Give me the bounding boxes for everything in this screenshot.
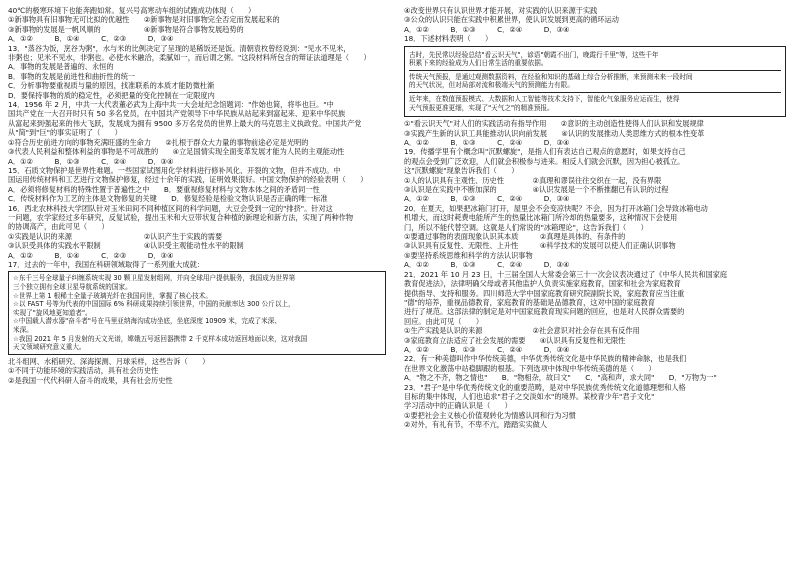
question-18-stem: 18．下述材料表明（ ） <box>404 34 493 44</box>
text-line: 天文领域研究意义重大。 <box>13 343 86 352</box>
text-line: 米深。 <box>13 325 33 334</box>
text-line: A．①② B．①③ C．②④ D．③④ <box>404 138 570 147</box>
left-column <box>8 6 386 385</box>
text-line: A．①② B．①④ C．②③ D．③④ <box>8 250 174 260</box>
question-14 <box>8 100 386 166</box>
text-line: ☆中国载人潜水器"奋斗者"号在马里亚纳海沟成功坐底，坐底深度 10909 米，完成了米深、 <box>13 317 281 326</box>
text-line: 20．在夏天，如果把冰箱门打开，屋里会不会变凉快呢？不会，因为打开冰箱门会导致冰箱电动 <box>404 203 708 213</box>
question-13 <box>8 44 386 100</box>
text-line: A．①② B．①③ C．②④ D．③④ <box>404 260 570 270</box>
text-line: ③认识受具体的实践水平限制 ④认识受主观能动性水平的限制 <box>8 241 244 251</box>
text-line: 16．西北农林科技大学团队针对玉米田间不同种植区间的科学问题，大豆会受到一定的"排挤"。针对这 <box>8 203 333 213</box>
text-line: 天气预报更准更细，实现了"天气之"的精准预报。 <box>409 103 554 112</box>
material-row <box>409 71 781 93</box>
text-line: 实现了"旋风地更知道者"。 <box>13 308 92 317</box>
text-line: ①要把社会主义核心价值观转化为情感认同和行为习惯 <box>404 410 576 420</box>
text-line: 国运用传统材料和工艺进行文物保护修复，经过十余年的实践，证明效果很好。中国文物保护的经验表明（ ） <box>8 175 368 185</box>
question-17-options <box>8 357 386 385</box>
text-line: A．事物的发展是普遍的、永恒的 <box>8 62 114 72</box>
text-line: B．事物的发展是前进性和曲折性的统一 <box>8 71 136 81</box>
text-line: ③认识具有反复性、无限性、上升性 ④科学技术的发展可以使人们正确认识事物 <box>404 241 676 251</box>
question-18-options <box>404 119 782 147</box>
text-line: A．①② B．①③ C．②④ D．③④ <box>404 344 570 354</box>
text-line: "德"的培养，重视品德教育，家庭教育的基础是品德教育，这对中国的家庭教育 <box>404 297 655 307</box>
text-line: 从富起来到强起来的伟大飞跃，发展成为拥有 9500 多万名党员的世界上最大的马克思主义执政党。中国共产党 <box>8 118 362 128</box>
text-line: A．"物之不齐，物之情也" B．"物相杂，故曰文" C．"高和声，求大同" D．"万物为一" <box>404 373 717 383</box>
material-row <box>409 49 781 71</box>
text-line: ②是我国一代代科研人奋斗的成果，具有社会历史性 <box>8 375 173 385</box>
text-line: 这"沉默螺旋"现象告诉我们（ ） <box>404 166 519 176</box>
text-line: ①"看云识天气"对人们的实践活动有指导作用 ②意识的主动创造性使得人们认识和发展规律 <box>404 119 704 129</box>
text-line: 22．有一种美德叫作中华传统美德，中华优秀传统文化是中华民族的精神命脉，也是我们 <box>404 354 687 364</box>
text-line: A．①② B．①④ C．②③ D．③④ <box>8 34 174 44</box>
text-line: ③公众的认识只能在实践中积累世界，使认识发展到更高的循环运动 <box>404 15 619 25</box>
text-line: 门，所以不能代替空调。这就是人们常说的"冰箱理论"，这告诉我们（ ） <box>404 222 648 232</box>
text-line: D．要保持事物的质的稳定性，必须把量的变化控制在一定限度内 <box>8 90 215 100</box>
text-line: ①实践是认识的来源 ②认识产生于实践的需要 <box>8 231 223 241</box>
text-line: 23．"君子"是中华优秀传统文化的重要范畴，是对中华民族优秀传统文化道德理想和人格 <box>404 382 686 392</box>
text-line: 从"简"到"巨"的事实证明了（ ） <box>8 128 122 138</box>
text-line: ①生产实践是认识的来源 ②社会意识对社会存在具有反作用 <box>404 326 640 336</box>
text-line: C．分析事物要重视质与量的原因，找准联系的本质才能防微杜渐 <box>8 81 215 91</box>
text-line: ④改变世界只有认识世界才能开展，对实践的认识来源于实践 <box>404 6 598 15</box>
question-15 <box>8 166 386 204</box>
text-line: 非粥也；见米不见水，非粥也。必使水米融洽，柔腻如一，而后谓之粥。"这段材料所包含的辩证法道理是（ ） <box>8 53 371 63</box>
text-line: 在世界文化激荡中站稳脚跟的根基。下列选项中体现中华传统美德的是（ ） <box>404 363 656 373</box>
question-21 <box>404 270 782 355</box>
text-line: ③代表人民利益和整体利益的事物是不可战胜的 ④立足国情实现全面变革发展才能为人民的主观能动性 <box>8 147 345 157</box>
question-20 <box>404 204 782 270</box>
text-line: ☆东千三号全球量子纠缠系统实现 30 颗卫星发射组网，并向全球用户提供服务，我国成为世界第 <box>13 274 296 283</box>
question-18-material-table <box>404 46 786 118</box>
text-line: A．①② B．①③ C．②④ D．③④ <box>404 24 570 34</box>
text-line: 的观点会受到广泛欢迎，人们就会积极参与进来。相反人们就会沉默，因为担心被孤立。 <box>404 156 685 166</box>
text-line: 40℃的极寒环境下也能奔跑如常。复兴号高寒动车组的试跑成功体现（ ） <box>8 6 256 15</box>
text-line: 目标的集中体现，人们也追求"君子之交淡如水"的境界。某校青少年"君子文化" <box>404 391 655 401</box>
text-line: 传统天气预报，是通过观测数据资料，在经验和知识的基础上综合分析推断，来预测未来一段时间 <box>409 72 693 81</box>
text-line: 的协调高产，由此可见（ ） <box>8 222 109 232</box>
text-line: 13．"蒸谷为饭，烹谷为粥"，水与米的比例决定了呈现的是稀饭还是饭。清朝袁枚曾经说到："见水不见米， <box>8 43 351 53</box>
question-17-stem: 17．过去的一年中，我国在科研领域取得了一系列重大成就： <box>8 259 205 269</box>
question-19 <box>404 147 782 203</box>
text-line: ①符合历史前进方向的事物充满旺盛的生命力 ②扎根于群众大力量的事物前途必定是光明的 <box>8 137 309 147</box>
text-line: 14．1956 年 2 月，中共一大代表董必武为上海中共一大会址纪念馆题词："作始也简，将毕也巨。"中 <box>8 100 334 110</box>
text-line: A．①② B．①③ C．②④ D．③④ <box>404 194 570 204</box>
text-line: 一问题，农学家经过多年研究，反复试验，提出玉米和大豆带状复合种植的新理论和新方法，实现了两种作物 <box>8 212 354 222</box>
left-top-lines <box>8 6 386 44</box>
text-line: 提供指导、支持和服务。四川师范大学中国家庭教育研究院副院长说，家庭教育应当注重 <box>404 288 685 298</box>
text-line: 的天气状况，但对局部对流和极端天气的预测能力有限。 <box>409 81 574 90</box>
text-line: ①不同于功能环境的实践活动，具有社会历史性 <box>8 366 159 376</box>
text-line: 15．石质文物保护是世界性难题。一些国家试图用化学材料进行修补风化、开裂的文物，但并不成功。中 <box>8 165 341 175</box>
text-line: 教育促进法》，法律明确父母或者其他监护人负责实施家庭教育，国家和社会为家庭教育 <box>404 279 681 289</box>
text-line: 21．2021 年 10 月 23 日，十三届全国人大常委会第三十一次会议表决通过了《中华人民共和国家庭 <box>404 269 728 279</box>
text-line: 古时，先民常以经验总结"看云识天气"，谚语"朝霞不出门，晚霞行千里"等，这些千年 <box>409 50 659 59</box>
text-line: 机增大，而这时耗费电能所产生的热量比冰箱门所冷却的热量要多，这种情况下会使用 <box>404 213 678 223</box>
right-top-lines <box>404 6 782 34</box>
text-line: ①人的认识具有主观性、历史性 ②真理和谬误往往交织在一起，没有界限 <box>404 175 662 185</box>
text-line: ③认识是在实践中不断加深的 ④认识发展是一个不断推翻已有认识的过程 <box>404 185 669 195</box>
text-line: ①要通过事物的表面现象认识其本质 ②真理是具体的、有条件的 <box>404 232 626 242</box>
question-16 <box>8 204 386 260</box>
text-line: ③实践产生新的认识工具能推动认识向前发展 ④认识的发展推动人类思维方式的根本性变革 <box>404 128 705 138</box>
question-17-material-box <box>8 271 386 354</box>
right-column <box>404 6 782 430</box>
text-line: ③家庭教育立法适应了社会发展的需要 ④认识具有反复性和无限性 <box>404 335 626 345</box>
text-line: 北斗组网、水稻研究、深海探测、月球采样，这些告诉（ ） <box>8 356 210 366</box>
text-line: ⑤要坚持系统思维和科学的方法认识事物 <box>404 250 533 260</box>
text-line: 国共产党在一大召开时只有 50 多名党员，在中国共产党领导下中华民族从站起来到富起来、迎来中华民族 <box>8 109 346 119</box>
text-line: ①新事物具有旧事物无可比拟的优越性 ②新事物是对旧事物完全否定而发展起来的 <box>8 15 280 25</box>
question-22-23 <box>404 354 782 429</box>
text-line: 回应。由此可见（ ） <box>404 316 484 326</box>
text-line: ③新事物的发展是一帆风顺的 ④新事物是符合事物发展趋势的 <box>8 24 244 34</box>
text-line: ②对外，有礼有节，不卑不亢，踏踏实实做人 <box>404 420 548 430</box>
text-line: A．①② B．①③ C．②④ D．③④ <box>8 156 174 166</box>
text-line: C．传统材料作为工艺的主体是文物修复的关键 D．修复经验是检验文物认识是否正确的唯一标准 <box>8 194 328 204</box>
text-line: 进行了规范。这部法律的制定是对中国家庭教育现实问题的回应，也是对人民群众需要的 <box>404 307 685 317</box>
text-line: 学习活动中的正确认识是（ ） <box>404 401 512 411</box>
text-line: 三个独立拥有全球卫星导航系统的国家。 <box>13 282 132 291</box>
text-line: A．必须将修复材料的特殊性置于普遍性之中 B．要重视修复材料与文物本体之间的矛盾同一性 <box>8 184 320 194</box>
text-line: 积累下来的经验成为人们日常生活的重要依据。 <box>409 59 548 68</box>
text-line: 近年来，在数值预报模式、大数据和人工智能等技术支持下，智能化气象服务应运而生，使得 <box>409 95 680 103</box>
text-line: ☆以 FAST 号等为代表的中国国际 6% 科研成果持续引领世界，中国的贡献率达 300 公斤以上， <box>13 300 295 309</box>
text-line: ☆我国 2021 年 5 月发射的天文光谱，嫦娥五号返回器携带 2 千克样本成功返回地面以来，这对我国 <box>13 334 308 343</box>
text-line: ☆世界上第 1 根稀土全量子玻璃光纤在我国问世，掌握了核心技术。 <box>13 291 212 300</box>
text-line: 19．传播学里有个概念叫"沉默螺旋"，是指人们有表达自己观点的意愿时，如果支持自己 <box>404 147 686 157</box>
material-row <box>409 93 781 114</box>
